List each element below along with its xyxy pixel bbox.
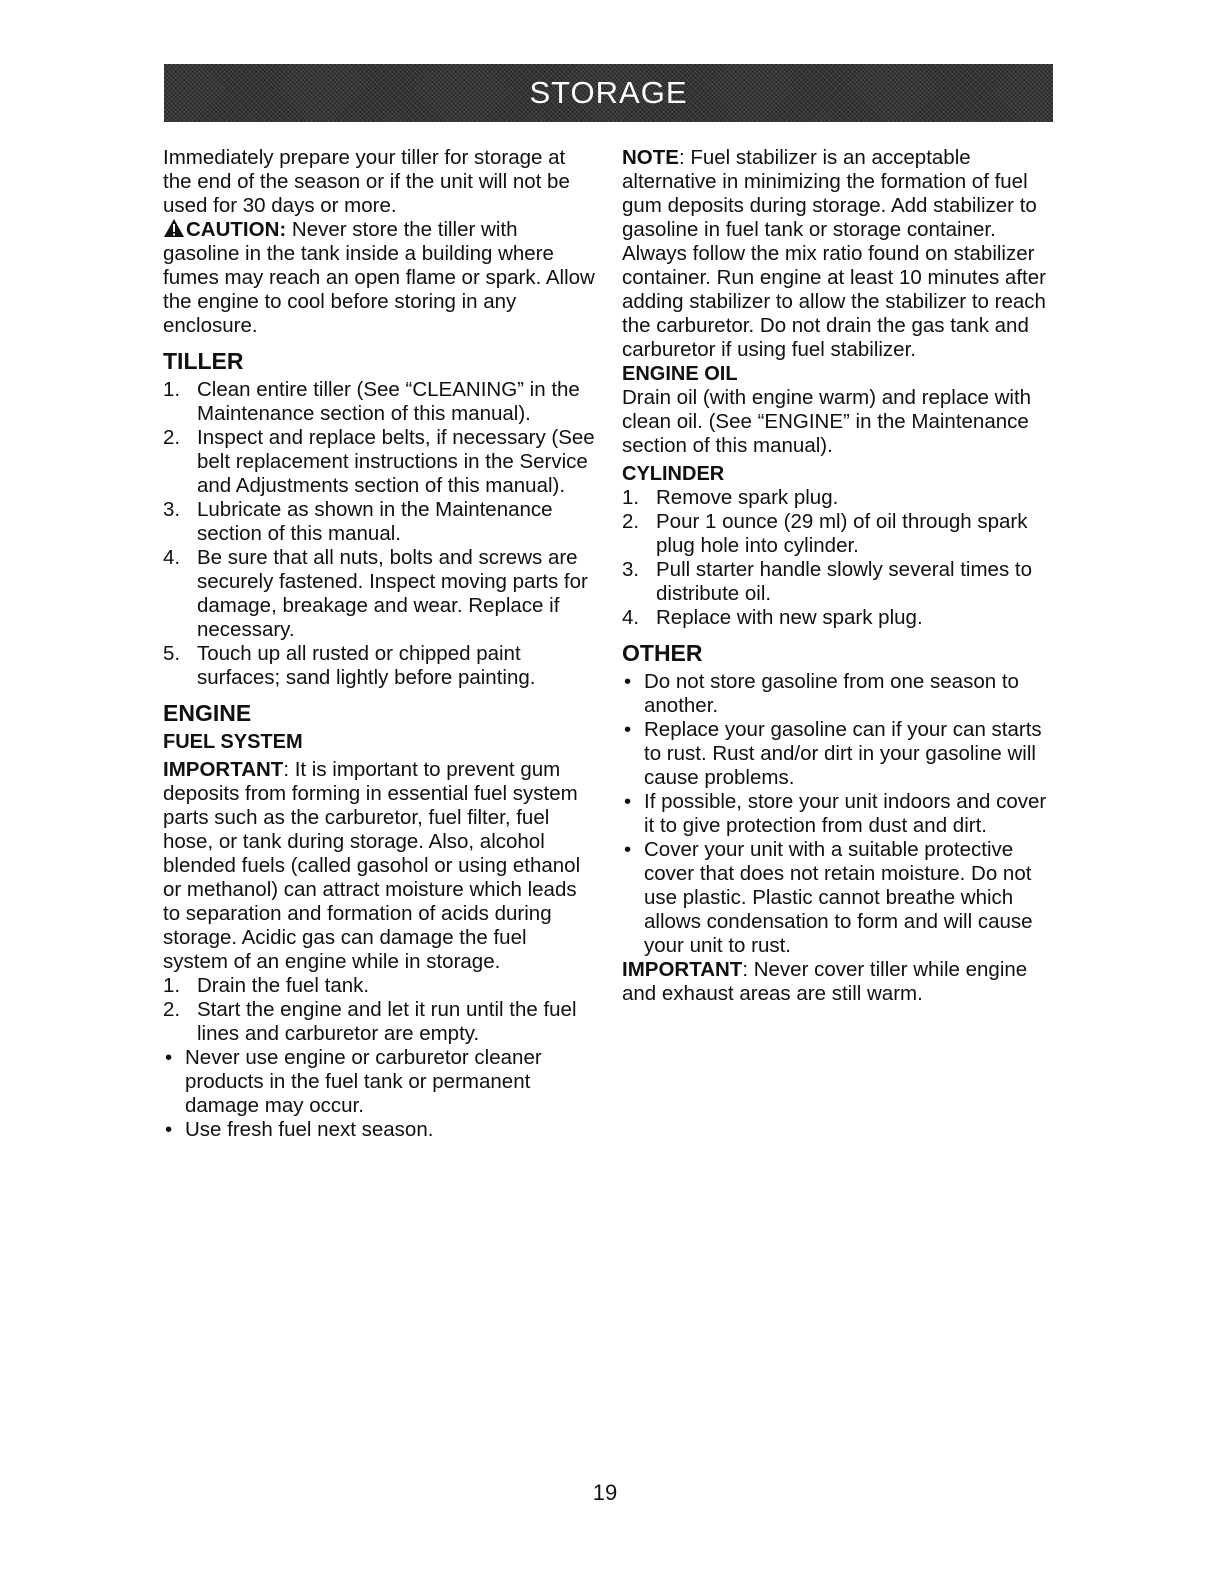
important-text: : It is important to prevent gum deposits from forming in essential fuel system parts such as the carburetor, fuel filter, fuel hose, or tank during storage. Also, alcohol blended fuels (called gasohol or using ethanol or methanol) can attract moisture which leads to separation and formation of acids during storage. Acidic gas can damage the fuel system of an engine while in storage. — [163, 758, 581, 973]
item-text: Do not store gasoline from one season to another. — [644, 670, 1019, 717]
item-text: Pull starter handle slowly several times to distribute oil. — [656, 558, 1032, 605]
list-item — [622, 606, 1056, 630]
engine-oil-paragraph: Drain oil (with engine warm) and replace with clean oil. (See “ENGINE” in the Maintenance section of this manual). — [622, 386, 1032, 457]
item-text: Cover your unit with a suitable protective cover that does not retain moisture. Do not use plastic. Plastic cannot breathe which allows condensation to form and will cause your unit to rust. — [644, 838, 1033, 957]
fuel-bullet-list — [163, 1046, 595, 1142]
list-item — [163, 546, 595, 642]
list-item — [163, 1046, 595, 1118]
warning-triangle-icon — [163, 218, 185, 238]
item-text: Inspect and replace belts, if necessary (See belt replacement instructions in the Service and Adjustments section of this manual). — [197, 426, 595, 497]
note-text: : Fuel stabilizer is an acceptable alternative in minimizing the formation of fuel gum deposits during storage. Add stabilizer to gasoline in fuel tank or storage container. Always follow the mix ratio found on stabilizer container. Run engine at least 10 minutes after adding stabilizer to allow the stabilizer to reach the carburetor. Do not drain the gas tank and carburetor if using fuel stabilizer. — [622, 146, 1046, 361]
list-item — [163, 1118, 595, 1142]
item-number: 4. — [622, 606, 640, 629]
list-item — [163, 498, 595, 546]
list-item — [622, 838, 1056, 958]
caution-text: Never store the tiller with gasoline in the tank inside a building where fumes may reach an open flame or spark. Allow the engine to cool before storing in any enclosure. — [163, 218, 595, 337]
right-column — [622, 146, 1056, 1006]
list-item — [163, 998, 595, 1046]
item-text: Use fresh fuel next season. — [185, 1118, 434, 1141]
item-number: 2. — [622, 510, 640, 533]
tiller-heading: TILLER — [163, 348, 244, 374]
item-number: 5. — [163, 642, 181, 665]
list-item — [622, 558, 1056, 606]
list-item — [163, 974, 595, 998]
list-item — [622, 486, 1056, 510]
item-text: Drain the fuel tank. — [197, 974, 370, 997]
item-number: 3. — [622, 558, 640, 581]
item-number: 1. — [622, 486, 640, 509]
page-title: STORAGE — [529, 75, 688, 110]
engine-heading: ENGINE — [163, 700, 252, 726]
important-text: : Never cover tiller while engine and exhaust areas are still warm. — [622, 958, 1028, 1005]
bullet-icon: • — [624, 838, 632, 861]
list-item — [163, 642, 595, 690]
item-text: Touch up all rusted or chipped paint surfaces; sand lightly before painting. — [197, 642, 536, 689]
tiller-steps-list — [163, 378, 595, 690]
section-banner — [164, 64, 1053, 122]
list-item — [622, 510, 1056, 558]
item-text: Clean entire tiller (See “CLEANING” in the Maintenance section of this manual). — [197, 378, 580, 425]
caution-paragraph — [163, 218, 595, 338]
caution-label: CAUTION: — [186, 218, 287, 241]
bullet-icon: • — [165, 1118, 173, 1141]
item-number: 1. — [163, 974, 181, 997]
item-number: 4. — [163, 546, 181, 569]
left-column — [163, 146, 595, 1142]
item-text: Be sure that all nuts, bolts and screws are securely fastened. Inspect moving parts for damage, breakage and wear. Replace if necessary. — [197, 546, 588, 641]
list-item — [622, 670, 1056, 718]
bullet-icon: • — [165, 1046, 173, 1069]
cylinder-steps-list — [622, 486, 1056, 630]
item-number: 2. — [163, 998, 181, 1021]
item-number: 2. — [163, 426, 181, 449]
intro-paragraph: Immediately prepare your tiller for storage at the end of the season or if the unit will not be used for 30 days or more. — [163, 146, 570, 217]
list-item — [622, 790, 1056, 838]
item-text: Replace with new spark plug. — [656, 606, 923, 629]
page-number: 19 — [592, 1480, 618, 1505]
fuel-important-paragraph — [163, 758, 595, 974]
other-important-paragraph — [622, 958, 1056, 1006]
other-heading: OTHER — [622, 640, 703, 666]
fuel-system-heading: FUEL SYSTEM — [163, 731, 303, 753]
other-bullet-list — [622, 670, 1056, 958]
item-number: 1. — [163, 378, 181, 401]
item-text: Pour 1 ounce (29 ml) of oil through spark plug hole into cylinder. — [656, 510, 1028, 557]
item-text: Remove spark plug. — [656, 486, 839, 509]
list-item — [622, 718, 1056, 790]
item-text: If possible, store your unit indoors and cover it to give protection from dust and dirt. — [644, 790, 1047, 837]
fuel-steps-list — [163, 974, 595, 1046]
item-text: Never use engine or carburetor cleaner products in the fuel tank or permanent damage may occur. — [185, 1046, 542, 1117]
list-item — [163, 378, 595, 426]
engine-oil-heading: ENGINE OIL — [622, 363, 738, 385]
important-label: IMPORTANT — [163, 758, 284, 781]
bullet-icon: • — [624, 670, 632, 693]
item-number: 3. — [163, 498, 181, 521]
important-label: IMPORTANT — [622, 958, 743, 981]
note-label: NOTE — [622, 146, 679, 169]
bullet-icon: • — [624, 718, 632, 741]
item-text: Replace your gasoline can if your can starts to rust. Rust and/or dirt in your gasoline will cause problems. — [644, 718, 1042, 789]
item-text: Lubricate as shown in the Maintenance section of this manual. — [197, 498, 553, 545]
list-item — [163, 426, 595, 498]
cylinder-heading: CYLINDER — [622, 463, 725, 485]
item-text: Start the engine and let it run until the fuel lines and carburetor are empty. — [197, 998, 577, 1045]
bullet-icon: • — [624, 790, 632, 813]
note-paragraph — [622, 146, 1056, 362]
